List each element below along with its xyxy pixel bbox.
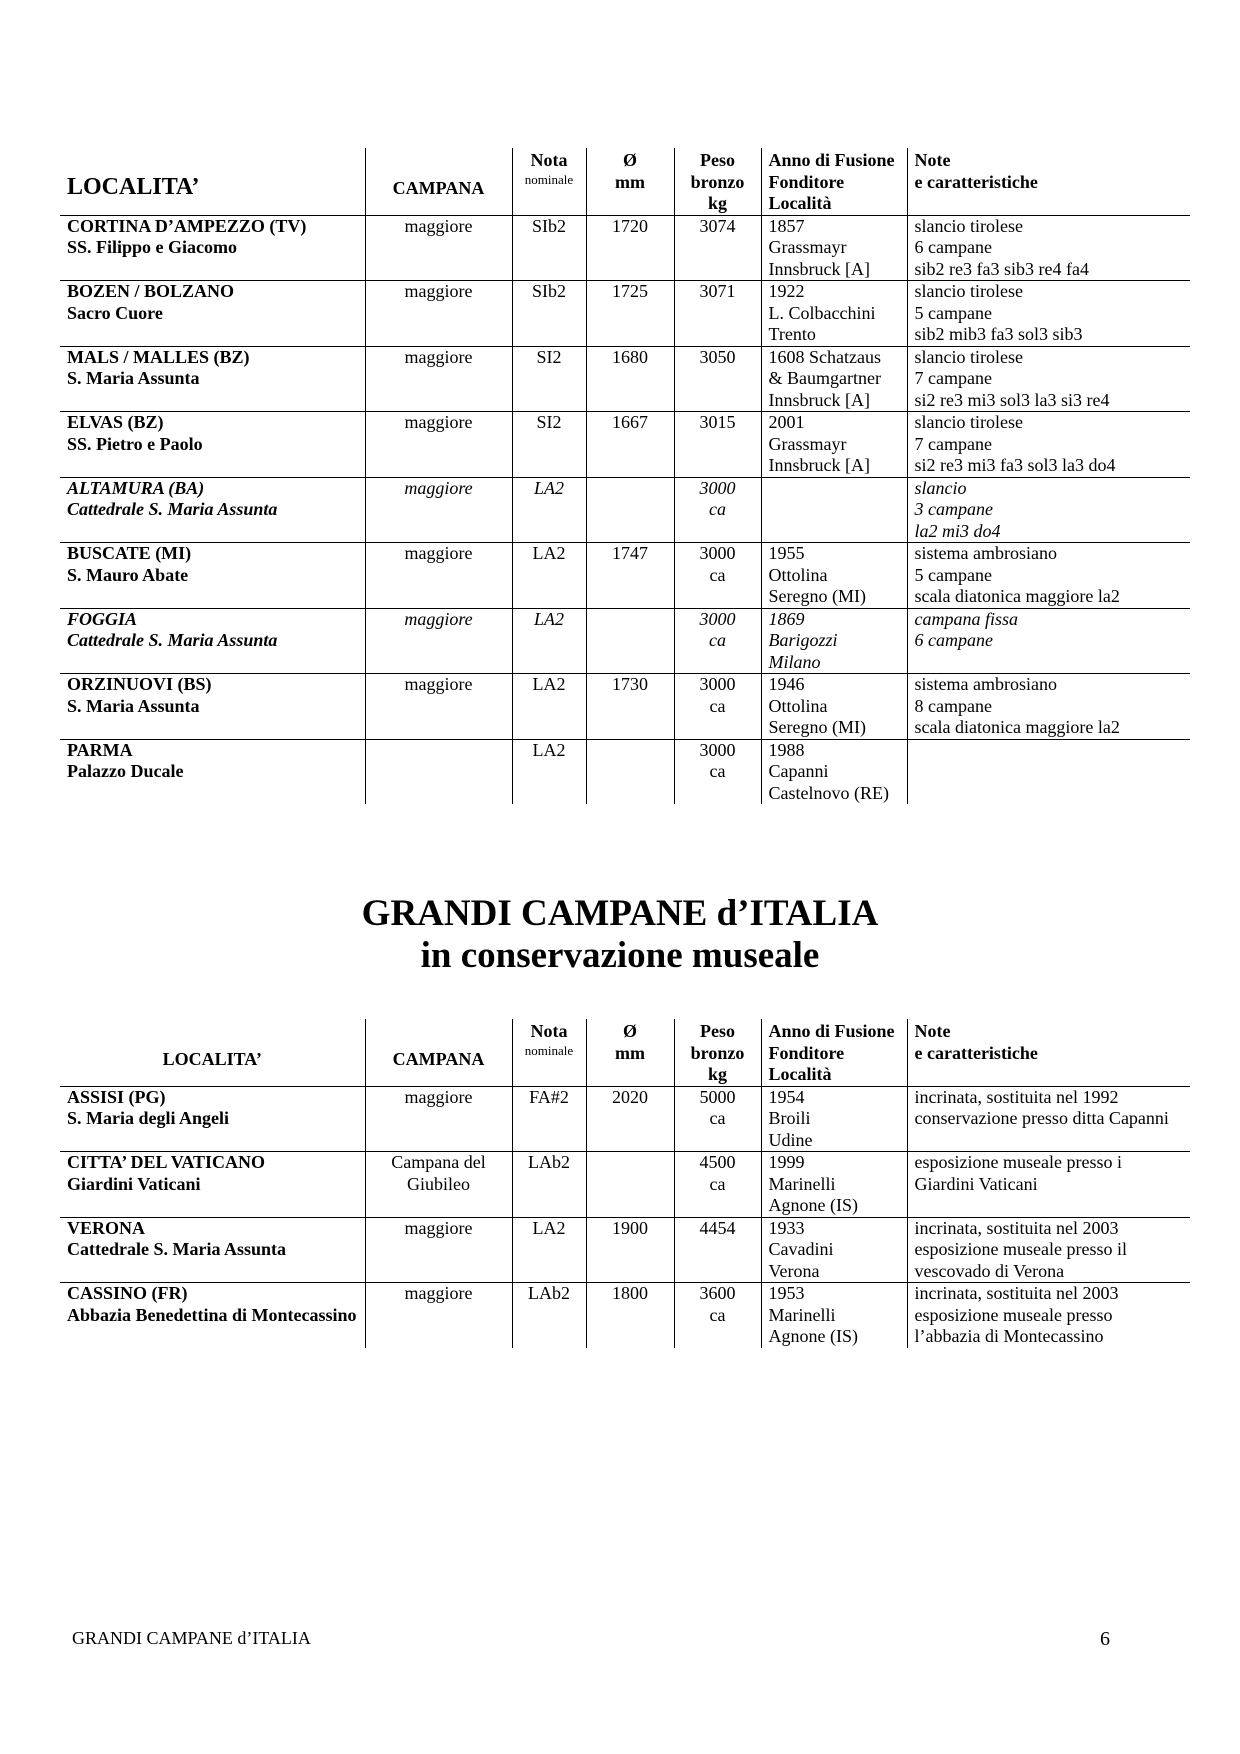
note-line: 7 campane xyxy=(914,368,992,388)
foundry-info: Capanni xyxy=(768,761,829,781)
cell-anno xyxy=(761,1283,907,1348)
note-line: scala diatonica maggiore la2 xyxy=(914,717,1120,737)
cell-peso xyxy=(674,346,761,412)
cell-nota: LAb2 xyxy=(512,1152,586,1218)
header-peso: Peso bronzo kg xyxy=(674,1019,761,1086)
weight-value: 3074 xyxy=(699,215,736,236)
weight-value: ca xyxy=(709,695,726,716)
table-body-main xyxy=(60,215,1190,804)
cell-localita xyxy=(60,608,365,674)
cell-diametro: 1730 xyxy=(586,674,674,740)
note-line: sistema ambrosiano xyxy=(914,674,1057,694)
foundry-info: Ottolina xyxy=(768,564,828,585)
note-line: conservazione presso ditta Capanni xyxy=(914,1108,1169,1128)
cell-campana xyxy=(365,608,512,674)
note-line: 6 campane xyxy=(914,237,992,257)
foundry-info: 1608 Schatzaus xyxy=(768,346,881,367)
church-name: Sacro Cuore xyxy=(67,302,163,323)
church-name: Giardini Vaticani xyxy=(67,1173,201,1194)
cell-anno xyxy=(761,674,907,740)
cell-campana xyxy=(365,1217,512,1283)
weight-value: ca xyxy=(709,630,726,650)
cell-note xyxy=(907,215,1190,281)
cell-localita xyxy=(60,412,365,478)
table-header-row xyxy=(60,1019,1190,1086)
header-diametro: Ø mm xyxy=(586,1019,674,1086)
location-name: CITTA’ DEL VATICANO xyxy=(67,1152,266,1172)
cell-nota: SIb2 xyxy=(512,281,586,347)
table-row xyxy=(60,215,1190,281)
weight-value: 3000 xyxy=(699,608,736,629)
bell-type: Campana del xyxy=(391,1152,486,1172)
foundry-info: Marinelli xyxy=(768,1304,836,1325)
note-line: la2 mi3 do4 xyxy=(914,520,1001,541)
cell-nota: SI2 xyxy=(512,346,586,412)
note-line: esposizione museale presso xyxy=(914,1304,1113,1325)
location-name: ASSISI (PG) xyxy=(67,1086,166,1107)
foundry-info: 1869 xyxy=(768,608,805,629)
note-line: slancio tirolese xyxy=(914,281,1023,301)
weight-value: 4500 xyxy=(699,1152,736,1172)
weight-value: ca xyxy=(709,761,726,781)
church-name: SS. Filippo e Giacomo xyxy=(67,237,238,257)
bell-type: maggiore xyxy=(404,1217,473,1238)
cell-note xyxy=(907,412,1190,478)
location-name: ALTAMURA (BA) xyxy=(67,477,205,498)
foundry-info: & Baumgartner xyxy=(768,368,881,388)
cell-diametro: 1900 xyxy=(586,1217,674,1283)
foundry-info: 1988 xyxy=(768,739,805,760)
note-line: campana fissa xyxy=(914,608,1018,629)
bell-type: maggiore xyxy=(404,1086,473,1107)
cell-campana xyxy=(365,346,512,412)
church-name: S. Maria degli Angeli xyxy=(67,1108,229,1128)
note-line: scala diatonica maggiore la2 xyxy=(914,586,1120,606)
page-number: 6 xyxy=(1100,1628,1110,1650)
weight-value: 3050 xyxy=(699,346,736,367)
note-line: slancio tirolese xyxy=(914,346,1023,367)
weight-value: 3600 xyxy=(699,1283,736,1303)
cell-anno xyxy=(761,215,907,281)
foundry-info: Broili xyxy=(768,1108,811,1128)
cell-peso xyxy=(674,739,761,804)
church-name: Cattedrale S. Maria Assunta xyxy=(67,1239,286,1259)
cell-note xyxy=(907,1152,1190,1218)
weight-value: 4454 xyxy=(699,1217,736,1238)
cell-nota: FA#2 xyxy=(512,1086,586,1152)
location-name: ELVAS (BZ) xyxy=(67,412,164,432)
bells-table-main xyxy=(60,148,1190,804)
foundry-info: Agnone (IS) xyxy=(768,1326,858,1346)
church-name: S. Maria Assunta xyxy=(67,368,200,388)
table-row xyxy=(60,1283,1190,1348)
bell-type: maggiore xyxy=(404,674,473,694)
foundry-info: Castelnovo (RE) xyxy=(768,782,889,803)
note-line: 5 campane xyxy=(914,564,992,585)
bell-type: maggiore xyxy=(404,215,473,236)
cell-nota: SIb2 xyxy=(512,215,586,281)
church-name: Cattedrale S. Maria Assunta xyxy=(67,630,278,650)
foundry-info: Trento xyxy=(768,324,816,344)
note-line: sib2 mib3 fa3 sol3 sib3 xyxy=(914,324,1083,344)
weight-value: 3000 xyxy=(699,543,736,563)
cell-localita xyxy=(60,1086,365,1152)
cell-note xyxy=(907,1086,1190,1152)
foundry-info: Innsbruck [A] xyxy=(768,258,870,279)
cell-nota: LA2 xyxy=(512,608,586,674)
cell-peso xyxy=(674,1086,761,1152)
foundry-info: 2001 xyxy=(768,412,805,432)
cell-diametro xyxy=(586,1152,674,1218)
cell-localita xyxy=(60,1152,365,1218)
foundry-info: Grassmayr xyxy=(768,237,847,257)
foundry-info: Ottolina xyxy=(768,695,828,716)
church-name: S. Maria Assunta xyxy=(67,695,200,716)
location-name: BUSCATE (MI) xyxy=(67,543,192,563)
foundry-info: 1857 xyxy=(768,215,805,236)
weight-value: 3015 xyxy=(699,412,736,432)
footer-title: GRANDI CAMPANE d’ITALIA xyxy=(72,1628,311,1648)
cell-nota: LA2 xyxy=(512,739,586,804)
header-localita: LOCALITA’ xyxy=(60,1019,365,1086)
foundry-info: Barigozzi xyxy=(768,630,838,650)
weight-value: ca xyxy=(709,1304,726,1325)
note-line: 6 campane xyxy=(914,630,993,650)
note-line: esposizione museale presso i xyxy=(914,1152,1122,1172)
cell-anno xyxy=(761,543,907,609)
cell-diametro: 1747 xyxy=(586,543,674,609)
note-line: slancio xyxy=(914,477,967,498)
foundry-info: Udine xyxy=(768,1129,813,1150)
bell-type: maggiore xyxy=(404,608,473,629)
table-body-museum xyxy=(60,1086,1190,1348)
table-row xyxy=(60,543,1190,609)
foundry-info: 1953 xyxy=(768,1283,805,1303)
header-anno: Anno di Fusione Fonditore Località xyxy=(761,1019,907,1086)
cell-localita xyxy=(60,281,365,347)
weight-value: 5000 xyxy=(699,1086,736,1107)
cell-anno xyxy=(761,608,907,674)
cell-campana xyxy=(365,412,512,478)
section-title-line2: in conservazione museale xyxy=(420,935,820,976)
weight-value: 3071 xyxy=(699,281,736,301)
bell-type: Giubileo xyxy=(407,1173,470,1194)
cell-localita xyxy=(60,1283,365,1348)
cell-anno xyxy=(761,739,907,804)
cell-localita xyxy=(60,543,365,609)
foundry-info: Grassmayr xyxy=(768,433,847,454)
cell-campana xyxy=(365,1283,512,1348)
header-diametro: Ø mm xyxy=(586,148,674,215)
cell-campana xyxy=(365,739,512,804)
note-line: sib2 re3 fa3 sib3 re4 fa4 xyxy=(914,258,1089,279)
table-row xyxy=(60,1217,1190,1283)
cell-localita xyxy=(60,346,365,412)
cell-anno xyxy=(761,477,907,543)
table-row xyxy=(60,346,1190,412)
note-line: Giardini Vaticani xyxy=(914,1173,1038,1194)
cell-nota: LA2 xyxy=(512,1217,586,1283)
table-row xyxy=(60,674,1190,740)
cell-diametro xyxy=(586,477,674,543)
cell-peso xyxy=(674,674,761,740)
table-row xyxy=(60,412,1190,478)
cell-localita xyxy=(60,215,365,281)
cell-note xyxy=(907,1217,1190,1283)
cell-anno xyxy=(761,346,907,412)
weight-value: ca xyxy=(709,1108,726,1128)
church-name: Cattedrale S. Maria Assunta xyxy=(67,499,278,519)
foundry-info: 1954 xyxy=(768,1086,805,1107)
foundry-info: 1946 xyxy=(768,674,805,694)
foundry-info: 1933 xyxy=(768,1217,805,1238)
weight-value: ca xyxy=(709,499,726,519)
header-note: Note e caratteristiche xyxy=(907,1019,1190,1086)
cell-peso xyxy=(674,412,761,478)
cell-peso xyxy=(674,281,761,347)
note-line: esposizione museale presso il xyxy=(914,1239,1127,1259)
cell-note xyxy=(907,674,1190,740)
foundry-info: Seregno (MI) xyxy=(768,586,866,606)
cell-nota: LA2 xyxy=(512,477,586,543)
cell-nota: SI2 xyxy=(512,412,586,478)
foundry-info: L. Colbacchini xyxy=(768,302,876,323)
cell-diametro: 1800 xyxy=(586,1283,674,1348)
header-campana: CAMPANA xyxy=(365,1019,512,1086)
table-header-row xyxy=(60,148,1190,215)
cell-diametro: 1680 xyxy=(586,346,674,412)
cell-campana xyxy=(365,1152,512,1218)
foundry-info: Verona xyxy=(768,1260,820,1281)
cell-peso xyxy=(674,1152,761,1218)
cell-localita xyxy=(60,477,365,543)
bells-table-museum xyxy=(60,1019,1190,1348)
cell-campana xyxy=(365,1086,512,1152)
location-name: PARMA xyxy=(67,739,133,760)
header-nota: Nota nominale xyxy=(512,1019,586,1086)
foundry-info: 1922 xyxy=(768,281,805,301)
note-line: slancio tirolese xyxy=(914,215,1023,236)
cell-anno xyxy=(761,1217,907,1283)
cell-note xyxy=(907,543,1190,609)
location-name: CORTINA D’AMPEZZO (TV) xyxy=(67,215,307,236)
weight-value: 3000 xyxy=(699,739,736,760)
cell-peso xyxy=(674,543,761,609)
cell-anno xyxy=(761,281,907,347)
cell-diametro: 1667 xyxy=(586,412,674,478)
cell-localita xyxy=(60,739,365,804)
header-campana: CAMPANA xyxy=(365,148,512,215)
note-line: incrinata, sostituita nel 2003 xyxy=(914,1217,1119,1238)
cell-diametro: 1720 xyxy=(586,215,674,281)
cell-campana xyxy=(365,477,512,543)
church-name: Palazzo Ducale xyxy=(67,761,184,781)
note-line: 5 campane xyxy=(914,302,992,323)
foundry-info: Innsbruck [A] xyxy=(768,389,870,410)
cell-anno xyxy=(761,1152,907,1218)
bell-type: maggiore xyxy=(404,543,473,563)
note-line: sistema ambrosiano xyxy=(914,543,1057,563)
section-title-line1: GRANDI CAMPANE d’ITALIA xyxy=(361,893,879,934)
foundry-info: Marinelli xyxy=(768,1173,836,1194)
cell-note xyxy=(907,739,1190,804)
foundry-info: Innsbruck [A] xyxy=(768,455,870,475)
bell-type: maggiore xyxy=(404,412,473,432)
bell-type: maggiore xyxy=(404,1283,473,1303)
weight-value: ca xyxy=(709,564,726,585)
note-line: l’abbazia di Montecassino xyxy=(914,1326,1104,1346)
cell-diametro xyxy=(586,739,674,804)
table-row xyxy=(60,1086,1190,1152)
cell-nota: LA2 xyxy=(512,543,586,609)
cell-peso xyxy=(674,215,761,281)
location-name: BOZEN / BOLZANO xyxy=(67,281,235,301)
note-line: vescovado di Verona xyxy=(914,1260,1065,1281)
note-line: 7 campane xyxy=(914,433,992,454)
cell-peso xyxy=(674,477,761,543)
cell-anno xyxy=(761,1086,907,1152)
note-line: 8 campane xyxy=(914,695,992,716)
note-line: incrinata, sostituita nel 2003 xyxy=(914,1283,1119,1303)
church-name: S. Mauro Abate xyxy=(67,564,189,585)
cell-nota: LA2 xyxy=(512,674,586,740)
cell-note xyxy=(907,281,1190,347)
bell-type: maggiore xyxy=(404,477,473,498)
cell-campana xyxy=(365,215,512,281)
note-line: 3 campane xyxy=(914,499,993,519)
location-name: VERONA xyxy=(67,1217,146,1238)
cell-note xyxy=(907,608,1190,674)
foundry-info: Cavadini xyxy=(768,1239,834,1259)
foundry-info: 1955 xyxy=(768,543,805,563)
cell-note xyxy=(907,346,1190,412)
church-name: SS. Pietro e Paolo xyxy=(67,433,203,454)
foundry-info: Agnone (IS) xyxy=(768,1195,858,1215)
location-name: MALS / MALLES (BZ) xyxy=(67,346,250,367)
table-row xyxy=(60,281,1190,347)
header-nota: Nota nominale xyxy=(512,148,586,215)
foundry-info: Milano xyxy=(768,651,821,672)
header-note: Note e caratteristiche xyxy=(907,148,1190,215)
location-name: FOGGIA xyxy=(67,608,138,629)
cell-note xyxy=(907,477,1190,543)
cell-diametro xyxy=(586,608,674,674)
location-name: CASSINO (FR) xyxy=(67,1283,188,1303)
cell-diametro: 2020 xyxy=(586,1086,674,1152)
cell-anno xyxy=(761,412,907,478)
note-line: slancio tirolese xyxy=(914,412,1023,432)
note-line: incrinata, sostituita nel 1992 xyxy=(914,1086,1119,1107)
church-name: Abbazia Benedettina di Montecassino xyxy=(67,1304,357,1325)
weight-value: 3000 xyxy=(699,477,736,498)
cell-note xyxy=(907,1283,1190,1348)
note-line: si2 re3 mi3 fa3 sol3 la3 do4 xyxy=(914,455,1116,475)
cell-localita xyxy=(60,1217,365,1283)
cell-diametro: 1725 xyxy=(586,281,674,347)
foundry-info: 1999 xyxy=(768,1152,805,1172)
header-localita: LOCALITA’ xyxy=(60,148,365,215)
cell-nota: LAb2 xyxy=(512,1283,586,1348)
weight-value: 3000 xyxy=(699,674,736,694)
cell-campana xyxy=(365,674,512,740)
table-row xyxy=(60,608,1190,674)
header-anno: Anno di Fusione Fonditore Località xyxy=(761,148,907,215)
header-peso: Peso bronzo kg xyxy=(674,148,761,215)
weight-value: ca xyxy=(709,1173,726,1194)
section-title xyxy=(0,893,1240,977)
foundry-info: Seregno (MI) xyxy=(768,717,866,737)
note-line: si2 re3 mi3 sol3 la3 si3 re4 xyxy=(914,389,1110,410)
table-row xyxy=(60,477,1190,543)
bell-type: maggiore xyxy=(404,346,473,367)
cell-localita xyxy=(60,674,365,740)
bell-type: maggiore xyxy=(404,281,473,301)
table-row xyxy=(60,1152,1190,1218)
location-name: ORZINUOVI (BS) xyxy=(67,674,212,694)
cell-peso xyxy=(674,1283,761,1348)
table-row xyxy=(60,739,1190,804)
cell-peso xyxy=(674,608,761,674)
cell-campana xyxy=(365,543,512,609)
cell-peso xyxy=(674,1217,761,1283)
cell-campana xyxy=(365,281,512,347)
